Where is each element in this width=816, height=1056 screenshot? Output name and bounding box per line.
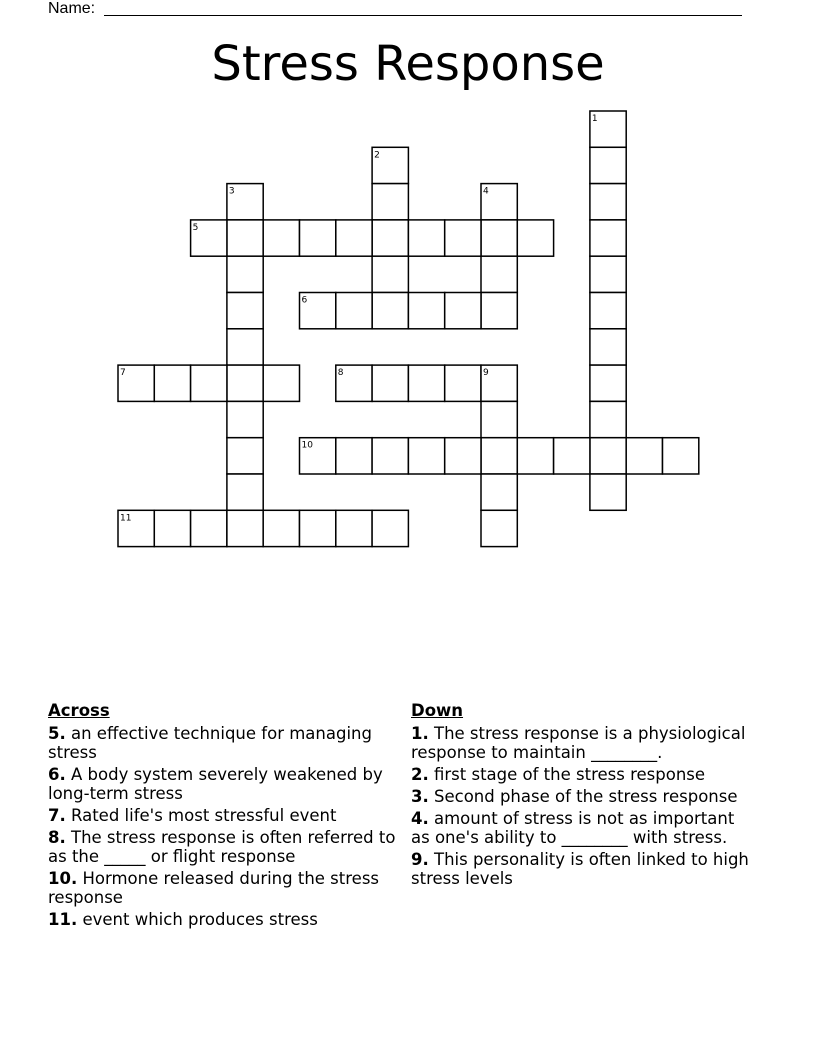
grid-cell[interactable] [517, 220, 553, 256]
across-clue [48, 910, 402, 929]
grid-cell[interactable] [590, 329, 626, 365]
across-clues [48, 701, 402, 932]
grid-cell[interactable] [481, 256, 517, 292]
grid-cell[interactable] [372, 256, 408, 292]
grid-cell[interactable] [408, 365, 444, 401]
grid-cell[interactable] [590, 293, 626, 329]
clue-text: Second phase of the stress response [428, 787, 738, 806]
grid-cell[interactable] [227, 401, 263, 437]
clue-text: This personality is often linked to high stress levels [411, 850, 749, 888]
clue-number: 10. [48, 869, 78, 888]
grid-cell[interactable] [517, 438, 553, 474]
grid-cell[interactable] [336, 438, 372, 474]
grid-cell[interactable] [445, 293, 481, 329]
down-heading: Down [411, 701, 464, 720]
grid-cell[interactable] [408, 220, 444, 256]
clue-number: 6. [48, 765, 66, 784]
clue-number-label: 3 [228, 186, 235, 197]
grid-cell[interactable] [445, 365, 481, 401]
clue-number-label: 1 [591, 114, 598, 124]
page-title: Stress Response [211, 36, 605, 92]
across-clue [48, 806, 402, 825]
grid-cell[interactable] [590, 474, 626, 510]
clue-number: 8. [48, 828, 66, 847]
grid-cell[interactable] [408, 438, 444, 474]
grid-cell[interactable] [227, 474, 263, 510]
grid-cell[interactable] [154, 510, 190, 546]
clue-number: 9. [411, 850, 429, 869]
grid-cell[interactable] [590, 365, 626, 401]
clue-text: an effective technique for managing stress [48, 724, 372, 762]
down-clue [411, 787, 756, 806]
grid-cell[interactable] [481, 401, 517, 437]
grid-cell[interactable] [590, 401, 626, 437]
grid-cell[interactable] [590, 438, 626, 474]
grid-cell[interactable] [263, 365, 299, 401]
down-clue [411, 850, 756, 888]
down-clues [411, 701, 756, 891]
grid-cell[interactable] [445, 220, 481, 256]
grid-cell[interactable] [590, 184, 626, 220]
grid-cell[interactable] [590, 147, 626, 183]
grid-cell[interactable] [227, 220, 263, 256]
clue-number-label: 7 [120, 368, 126, 379]
grid-cell[interactable] [445, 438, 481, 474]
clue-text: A body system severely weakened by long-term stress [48, 765, 383, 803]
clue-number-label: 6 [301, 295, 308, 306]
grid-cell[interactable] [554, 438, 590, 474]
down-clue [411, 765, 756, 784]
grid-cell[interactable] [626, 438, 662, 474]
grid-cell[interactable] [227, 438, 263, 474]
grid-cell[interactable] [336, 293, 372, 329]
grid-cell[interactable] [372, 184, 408, 220]
grid-cell[interactable] [372, 510, 408, 546]
clue-text: The stress response is a physiological response to maintain ________. [411, 724, 746, 762]
grid-cell[interactable] [372, 365, 408, 401]
across-clue [48, 724, 402, 762]
grid-cell[interactable] [227, 365, 263, 401]
across-clue [48, 765, 402, 803]
grid-cell[interactable] [227, 510, 263, 546]
grid-cell[interactable] [191, 365, 227, 401]
grid-cell[interactable] [263, 220, 299, 256]
clue-number-label: 2 [374, 150, 380, 161]
clue-text: Hormone released during the stress response [48, 869, 380, 907]
name-label: Name: [48, 0, 96, 17]
grid-cell[interactable] [336, 510, 372, 546]
grid-cell[interactable] [481, 510, 517, 546]
grid-cell[interactable] [300, 220, 336, 256]
clue-number-label: 4 [483, 186, 489, 197]
grid-cell[interactable] [481, 438, 517, 474]
down-clue [411, 724, 756, 762]
grid-cell[interactable] [590, 256, 626, 292]
grid-cell[interactable] [372, 293, 408, 329]
clue-number: 4. [411, 809, 429, 828]
clue-text: amount of stress is not as important as one's ability to ________ with stress. [411, 809, 735, 847]
clue-number: 11. [48, 910, 78, 929]
grid-cell[interactable] [300, 510, 336, 546]
grid-cell[interactable] [372, 220, 408, 256]
clue-text: Rated life's most stressful event [65, 806, 337, 825]
grid-cell[interactable] [227, 293, 263, 329]
clue-number: 3. [411, 787, 429, 806]
down-clue-list [411, 724, 756, 888]
clue-text: The stress response is often referred to as the _____ or flight response [48, 828, 396, 866]
clue-number: 1. [411, 724, 429, 743]
clue-number: 2. [411, 765, 429, 784]
grid-cell[interactable] [481, 293, 517, 329]
grid-cell[interactable] [408, 293, 444, 329]
down-clue [411, 809, 756, 847]
grid-cell[interactable] [227, 329, 263, 365]
across-heading: Across [48, 701, 110, 720]
clue-number-label: 5 [192, 222, 199, 233]
across-clue [48, 869, 402, 907]
across-clue [48, 828, 402, 866]
grid-cell[interactable] [336, 220, 372, 256]
clue-number-label: 10 [301, 440, 313, 451]
across-clue-list [48, 724, 402, 929]
grid-cell[interactable] [372, 438, 408, 474]
clue-number-label: 9 [483, 368, 489, 379]
grid-cell[interactable] [154, 365, 190, 401]
clue-number-label: 8 [337, 368, 344, 379]
clue-number: 5. [48, 724, 66, 743]
grid-cell[interactable] [227, 256, 263, 292]
clue-text: first stage of the stress response [428, 765, 706, 784]
clue-number-label: 11 [120, 513, 132, 524]
grid-cell[interactable] [263, 510, 299, 546]
grid-cell[interactable] [481, 474, 517, 510]
grid-cell[interactable] [481, 220, 517, 256]
clue-number: 7. [48, 806, 66, 825]
grid-cell[interactable] [663, 438, 699, 474]
clue-text: event which produces stress [77, 910, 318, 929]
grid-cell[interactable] [590, 220, 626, 256]
grid-cell[interactable] [191, 510, 227, 546]
